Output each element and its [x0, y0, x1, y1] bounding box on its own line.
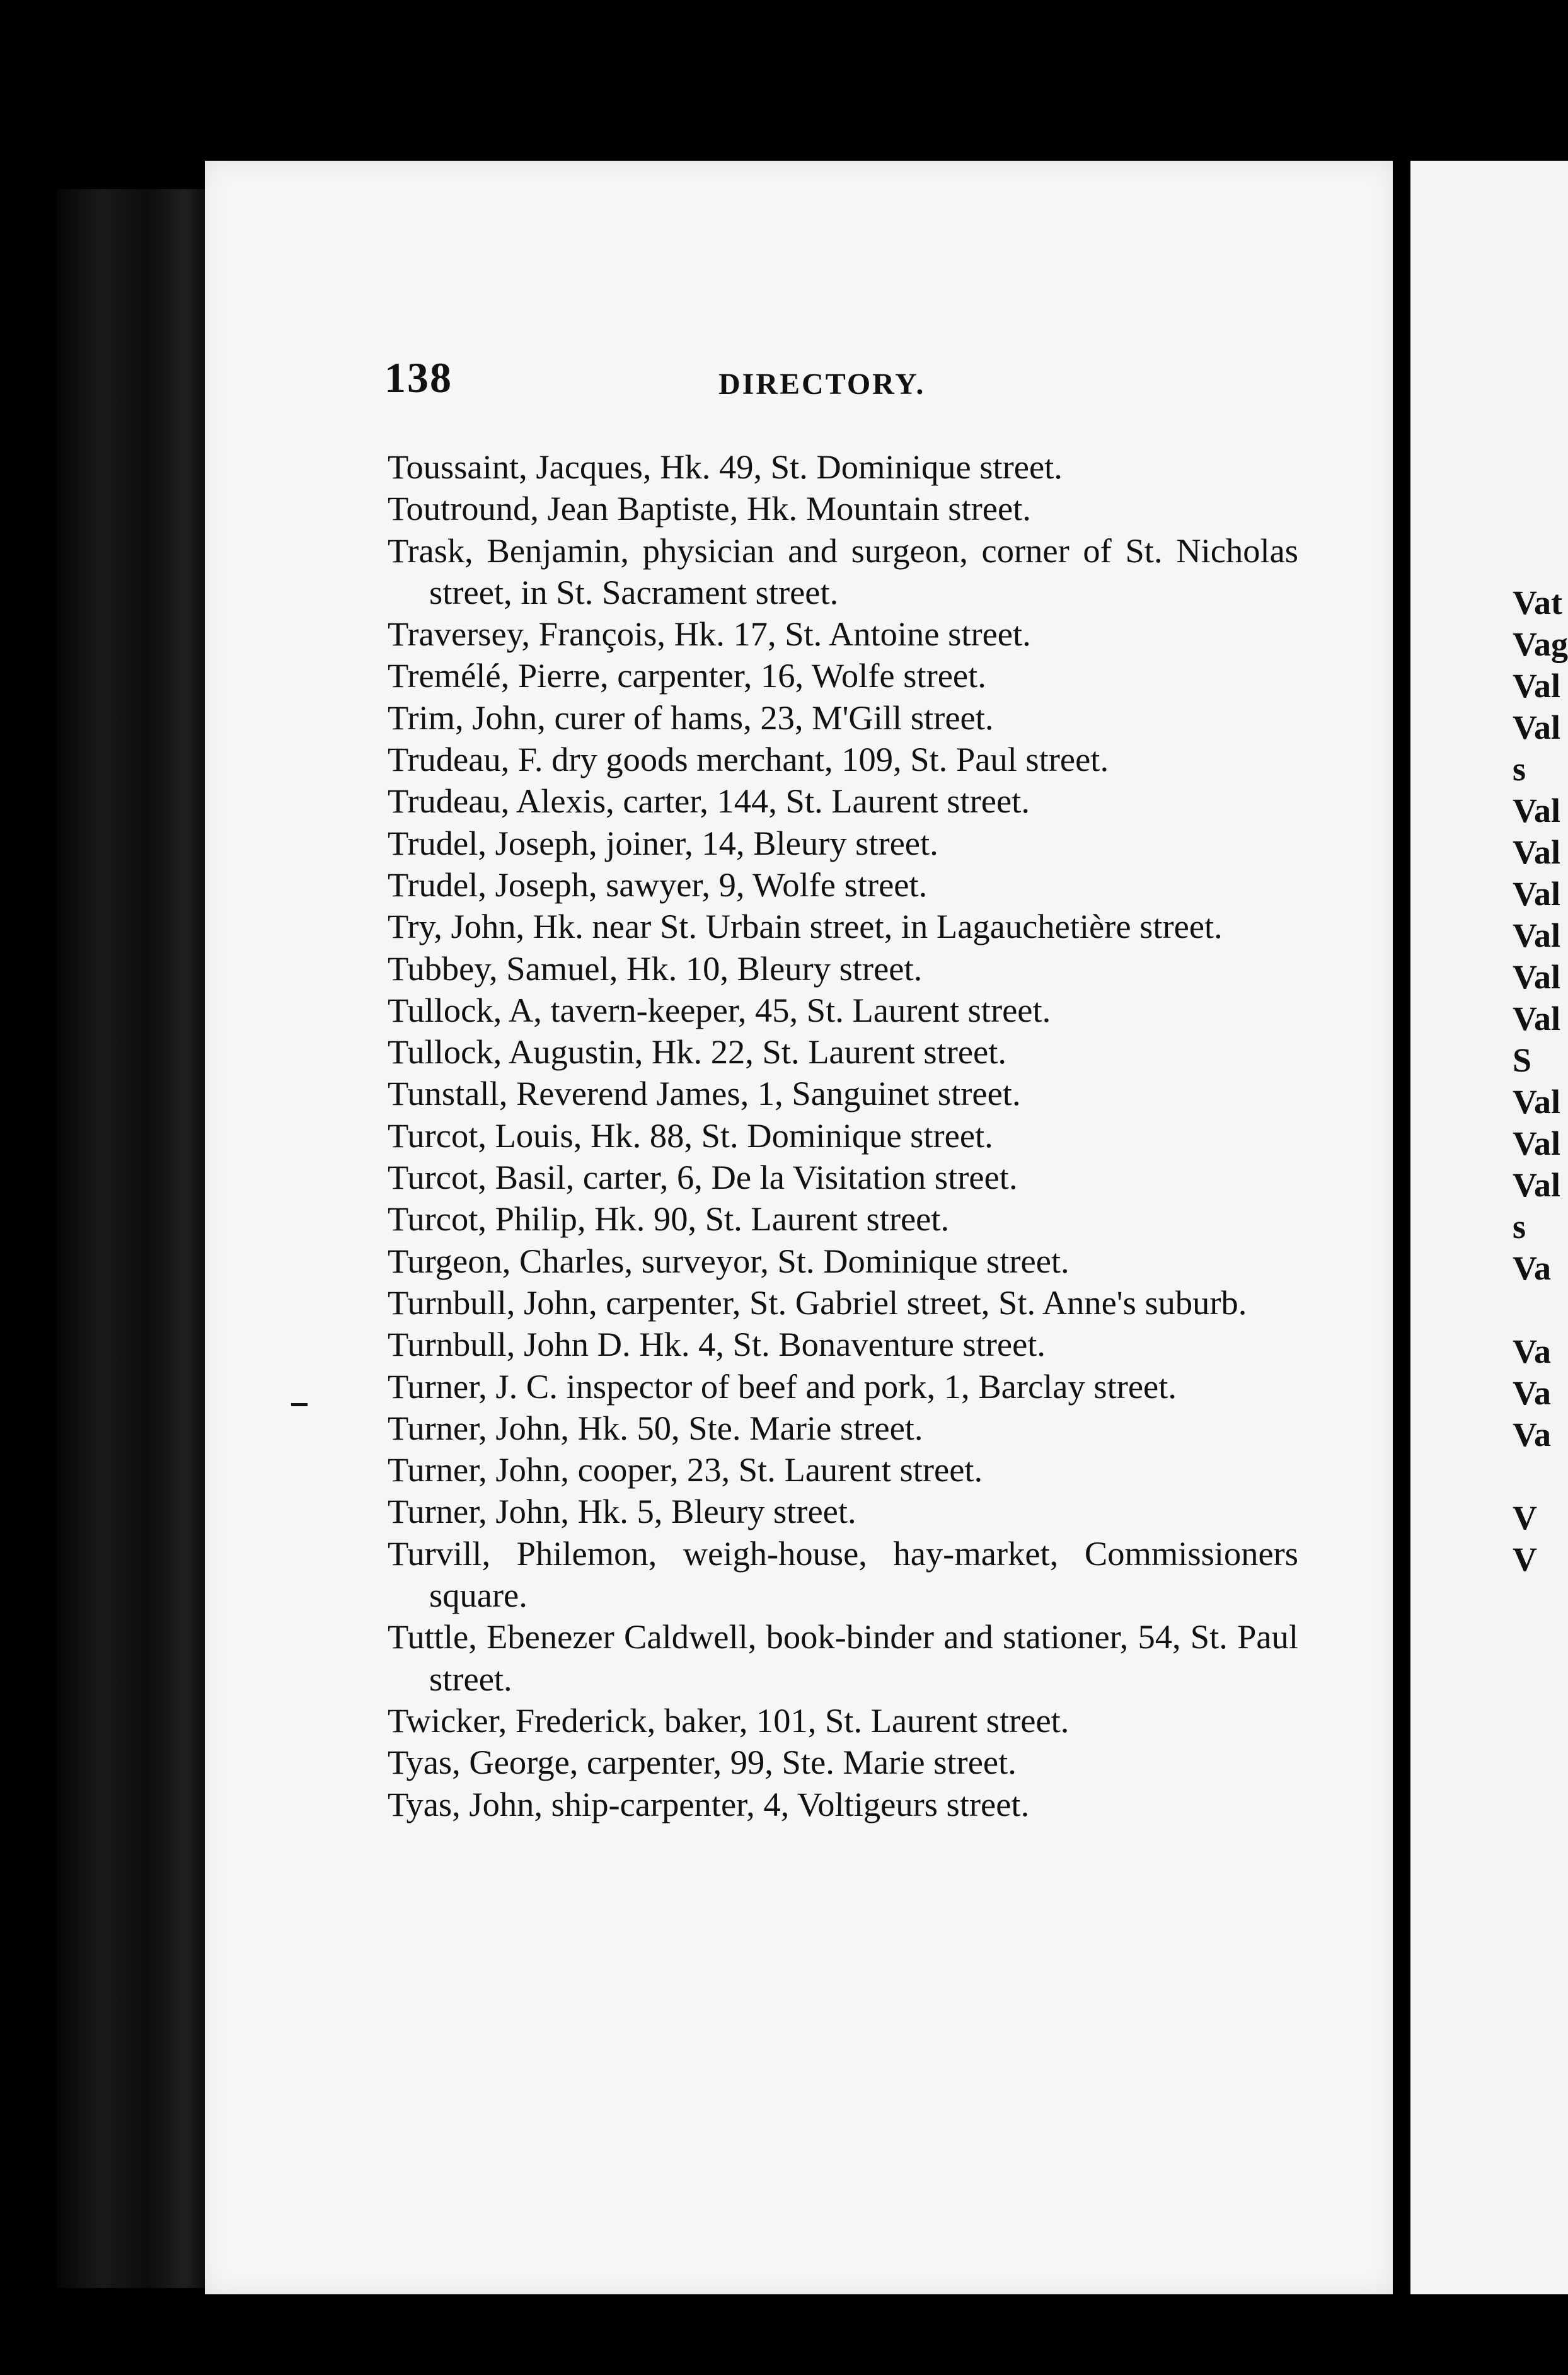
directory-entry: Turner, John, Hk. 50, Ste. Marie street.	[388, 1408, 923, 1447]
facing-page-fragment: Val	[1513, 792, 1561, 829]
facing-page-fragment: Va	[1513, 1249, 1552, 1287]
directory-entry: Trudeau, Alexis, carter, 144, St. Laurent street.	[388, 782, 1030, 821]
directory-entry: Turcot, Basil, carter, 6, De la Visitation street.	[388, 1158, 1018, 1197]
facing-page-fragment: Val	[1513, 833, 1561, 871]
facing-page-fragment	[1513, 1455, 1568, 1497]
directory-entry: Turnbull, John, carpenter, St. Gabriel street, St. Anne's suburb.	[388, 1283, 1247, 1322]
directory-entry: Tubbey, Samuel, Hk. 10, Bleury street.	[388, 949, 923, 988]
facing-page-fragment: Val	[1513, 1166, 1561, 1204]
facing-page-fragment: Va	[1513, 1332, 1552, 1370]
facing-page-fragment: Vag	[1513, 625, 1568, 663]
directory-entry: Tullock, A, tavern-keeper, 45, St. Laurent street.	[388, 990, 1051, 1029]
directory-entry: Traversey, François, Hk. 17, St. Antoine street.	[388, 615, 1031, 654]
running-title: DIRECTORY.	[718, 367, 926, 401]
facing-page-fragment: Val	[1513, 1124, 1561, 1162]
directory-entry: Turner, J. C. inspector of beef and pork, 1, Barclay street.	[388, 1367, 1177, 1406]
facing-page	[1410, 161, 1568, 2294]
facing-page-fragment: Val	[1513, 958, 1561, 996]
directory-entry: Tunstall, Reverend James, 1, Sanguinet street.	[388, 1074, 1021, 1113]
facing-page-fragment: Va	[1513, 1374, 1552, 1412]
directory-entry: Turnbull, John D. Hk. 4, St. Bonaventure street.	[388, 1325, 1046, 1364]
directory-entry: Try, John, Hk. near St. Urbain street, in Lagauchetière street.	[388, 907, 1223, 946]
page-number: 138	[384, 354, 453, 402]
facing-page-fragment: V	[1513, 1499, 1537, 1537]
directory-entry: Tyas, George, carpenter, 99, Ste. Marie street.	[388, 1743, 1017, 1782]
directory-entry: Turvill, Philemon, weigh-house, hay-market, Commissioners square.	[388, 1534, 1298, 1615]
directory-entry: Turgeon, Charles, surveyor, St. Dominique street.	[388, 1241, 1069, 1280]
directory-entry: Trim, John, curer of hams, 23, M'Gill street.	[388, 698, 994, 737]
directory-entry: Tremélé, Pierre, carpenter, 16, Wolfe street.	[388, 656, 986, 695]
facing-page-fragment: s	[1513, 1208, 1526, 1245]
facing-page-fragment: Val	[1513, 1000, 1561, 1037]
page-gutter	[1393, 161, 1405, 2294]
facing-page-fragment: Val	[1513, 667, 1561, 705]
page-header	[384, 353, 1311, 410]
facing-page-text	[1513, 582, 1568, 1580]
directory-entry: Trudel, Joseph, joiner, 14, Bleury street.	[388, 823, 938, 862]
facing-page-fragment: Vat	[1513, 584, 1563, 621]
margin-mark	[291, 1403, 308, 1406]
facing-page-fragment: Val	[1513, 916, 1561, 954]
directory-entry: Turcot, Louis, Hk. 88, St. Dominique street.	[388, 1116, 993, 1155]
book-spine	[57, 189, 208, 2288]
facing-page-fragment: V	[1513, 1540, 1537, 1578]
directory-entry: Toutround, Jean Baptiste, Hk. Mountain street.	[388, 489, 1031, 528]
directory-entry: Tullock, Augustin, Hk. 22, St. Laurent street.	[388, 1032, 1006, 1072]
facing-page-fragment: Val	[1513, 708, 1561, 746]
directory-entry: Tyas, John, ship-carpenter, 4, Voltigeurs street.	[388, 1784, 1030, 1823]
facing-page-fragment: Val	[1513, 875, 1561, 913]
directory-entry: Toussaint, Jacques, Hk. 49, St. Dominique street.	[388, 448, 1063, 486]
directory-entry: Trudeau, F. dry goods merchant, 109, St. Paul street.	[388, 740, 1109, 779]
directory-entry: Turner, John, Hk. 5, Bleury street.	[388, 1492, 856, 1531]
directory-entries	[388, 446, 1298, 1825]
directory-entry: Turcot, Philip, Hk. 90, St. Laurent street.	[388, 1199, 950, 1239]
facing-page-fragment: S	[1513, 1041, 1532, 1079]
directory-entry: Twicker, Frederick, baker, 101, St. Laurent street.	[388, 1701, 1069, 1740]
directory-entry: Trudel, Joseph, sawyer, 9, Wolfe street.	[388, 865, 928, 904]
directory-entry: Turner, John, cooper, 23, St. Laurent street.	[388, 1450, 983, 1489]
facing-page-fragment: Va	[1513, 1416, 1552, 1453]
facing-page-fragment: s	[1513, 750, 1526, 788]
facing-page-fragment: Val	[1513, 1083, 1561, 1121]
facing-page-fragment	[1513, 1289, 1568, 1331]
directory-entry: Trask, Benjamin, physician and surgeon, corner of St. Nicholas street, in St. Sacrament street.	[388, 531, 1298, 611]
directory-entry: Tuttle, Ebenezer Caldwell, book-binder and stationer, 54, St. Paul street.	[388, 1617, 1298, 1698]
